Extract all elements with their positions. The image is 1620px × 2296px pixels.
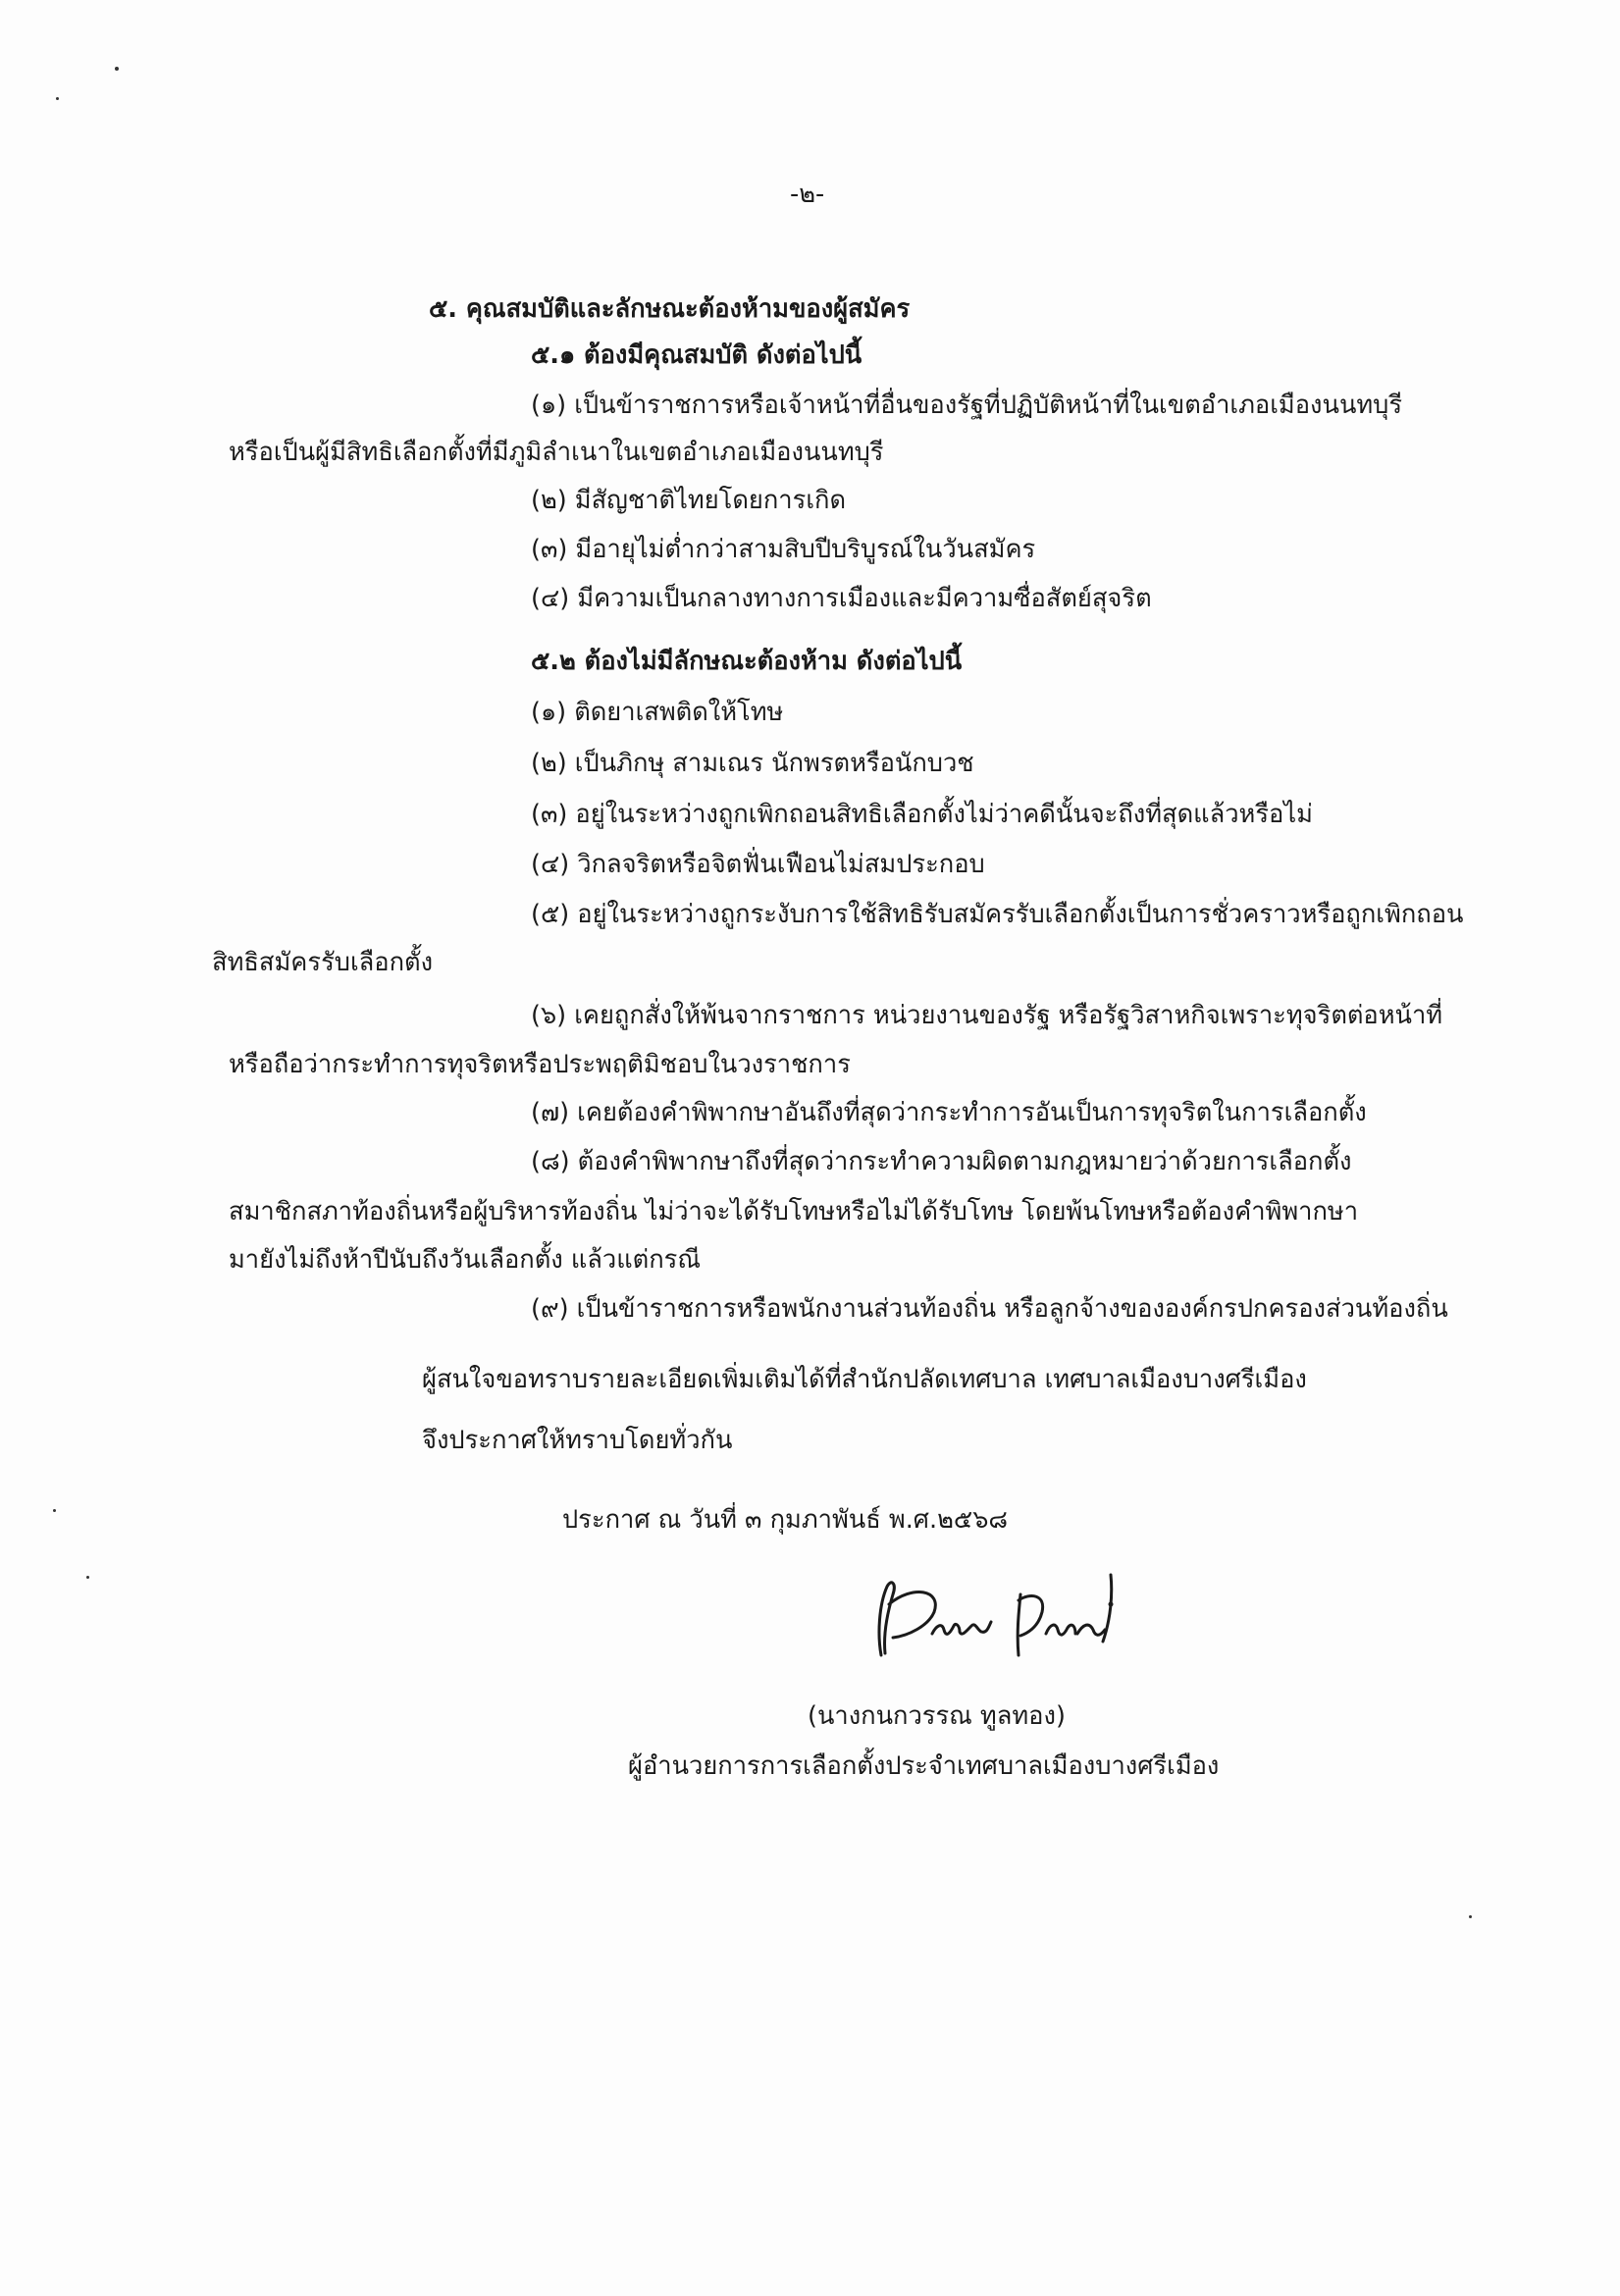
qualification-item: (๔) มีความเป็นกลางทางการเมืองและมีความซื่อสัตย์สุจริต bbox=[531, 584, 1152, 613]
signer-name: (นางกนกวรรณ ทูลทอง) bbox=[808, 1701, 1066, 1731]
prohibition-item: (๘) ต้องคำพิพากษาถึงที่สุดว่ากระทำความผิดตามกฎหมายว่าด้วยการเลือกตั้ง bbox=[531, 1147, 1352, 1176]
scan-speck bbox=[53, 1509, 56, 1512]
scan-speck bbox=[86, 1576, 89, 1579]
scan-speck bbox=[56, 97, 59, 100]
prohibition-item: (๒) เป็นภิกษุ สามเณร นักพรตหรือนักบวช bbox=[531, 749, 974, 778]
prohibition-item: (๗) เคยต้องคำพิพากษาอันถึงที่สุดว่ากระทำการอันเป็นการทุจริตในการเลือกตั้ง bbox=[531, 1098, 1367, 1127]
prohibition-item-continuation: สมาชิกสภาท้องถิ่นหรือผู้บริหารท้องถิ่น ไม่ว่าจะได้รับโทษหรือไม่ได้รับโทษ โดยพ้นโทษหรือต้องคำพิพากษา bbox=[229, 1197, 1359, 1226]
qualification-item: (๓) มีอายุไม่ต่ำกว่าสามสิบปีบริบูรณ์ในวันสมัคร bbox=[531, 535, 1036, 564]
prohibition-item-continuation: สิทธิสมัครรับเลือกตั้ง bbox=[212, 948, 434, 977]
prohibition-item: (๑) ติดยาเสพติดให้โทษ bbox=[531, 698, 784, 727]
prohibition-item: (๖) เคยถูกสั่งให้พ้นจากราชการ หน่วยงานของรัฐ หรือรัฐวิสาหกิจเพราะทุจริตต่อหน้าที่ bbox=[531, 1001, 1443, 1030]
announcement-date: ประกาศ ณ วันที่ ๓ กุมภาพันธ์ พ.ศ.๒๕๖๘ bbox=[562, 1505, 1009, 1535]
qualification-item-continuation: หรือเป็นผู้มีสิทธิเลือกตั้งที่มีภูมิลำเนาในเขตอำเภอเมืองนนทบุรี bbox=[229, 438, 884, 467]
scan-speck bbox=[115, 67, 119, 71]
prohibition-item-continuation: หรือถือว่ากระทำการทุจริตหรือประพฤติมิชอบในวงราชการ bbox=[229, 1050, 851, 1079]
section-heading: ๕. คุณสมบัติและลักษณะต้องห้ามของผู้สมัคร bbox=[429, 294, 911, 324]
prohibition-item-continuation: มายังไม่ถึงห้าปีนับถึงวันเลือกตั้ง แล้วแต่กรณี bbox=[229, 1245, 702, 1275]
prohibition-item: (๔) วิกลจริตหรือจิตฟั่นเฟือนไม่สมประกอบ bbox=[531, 850, 985, 879]
prohibition-item: (๙) เป็นข้าราชการหรือพนักงานส่วนท้องถิ่น หรือลูกจ้างขององค์กรปกครองส่วนท้องถิ่น bbox=[531, 1294, 1448, 1324]
subsection-heading: ๕.๒ ต้องไม่มีลักษณะต้องห้าม ดังต่อไปนี้ bbox=[531, 647, 963, 676]
qualification-item: (๒) มีสัญชาติไทยโดยการเกิด bbox=[531, 486, 847, 515]
announcement-line: จึงประกาศให้ทราบโดยทั่วกัน bbox=[422, 1426, 733, 1455]
page-number: -๒- bbox=[790, 180, 825, 209]
signer-title: ผู้อำนวยการการเลือกตั้งประจำเทศบาลเมืองบางศรีเมือง bbox=[628, 1751, 1220, 1781]
prohibition-item: (๕) อยู่ในระหว่างถูกระงับการใช้สิทธิรับสมัครรับเลือกตั้งเป็นการชั่วคราวหรือถูกเพิกถอน bbox=[531, 900, 1464, 929]
qualification-item: (๑) เป็นข้าราชการหรือเจ้าหน้าที่อื่นของรัฐที่ปฏิบัติหน้าที่ในเขตอำเภอเมืองนนทบุรี bbox=[531, 391, 1403, 420]
signature bbox=[854, 1565, 1148, 1673]
prohibition-item: (๓) อยู่ในระหว่างถูกเพิกถอนสิทธิเลือกตั้งไม่ว่าคดีนั้นจะถึงที่สุดแล้วหรือไม่ bbox=[531, 800, 1313, 829]
scan-speck bbox=[1469, 1915, 1472, 1918]
contact-paragraph: ผู้สนใจขอทราบรายละเอียดเพิ่มเติมได้ที่สำนักปลัดเทศบาล เทศบาลเมืองบางศรีเมือง bbox=[422, 1365, 1307, 1394]
subsection-heading: ๕.๑ ต้องมีคุณสมบัติ ดังต่อไปนี้ bbox=[531, 340, 862, 370]
